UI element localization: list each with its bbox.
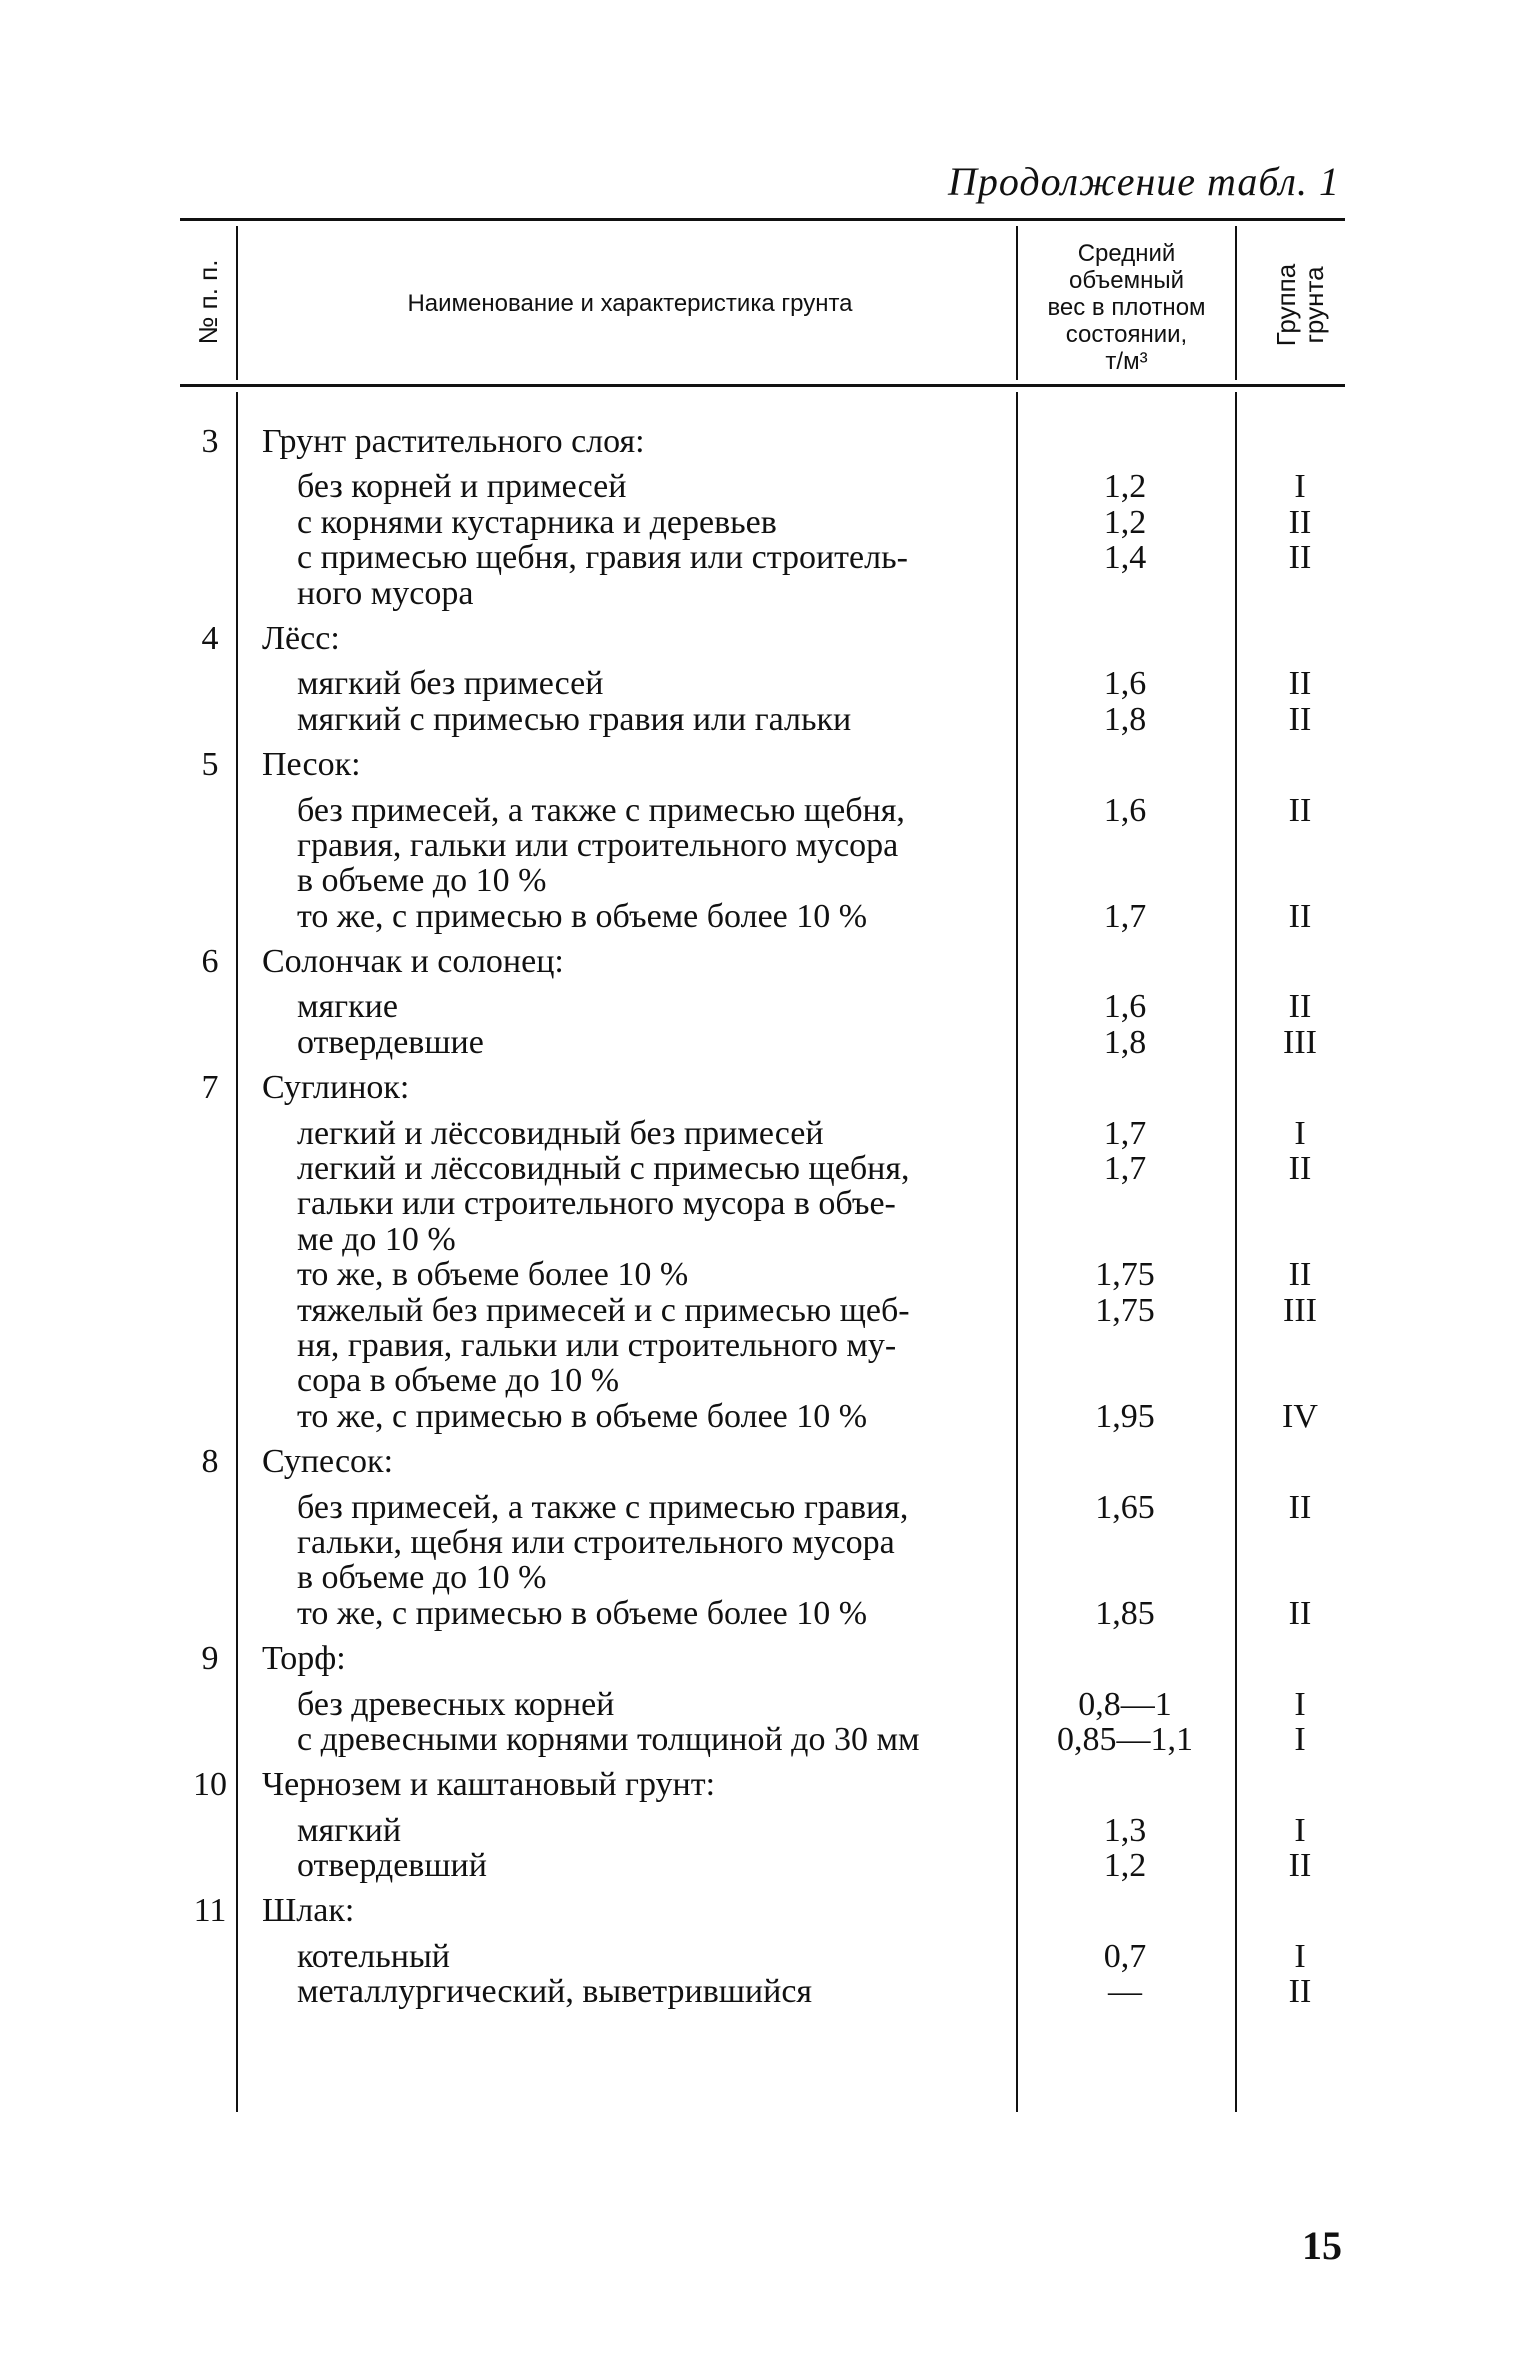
soil-variant: отвердевшие	[297, 1023, 484, 1061]
table-line	[0, 1641, 1535, 1676]
soil-variant: без примесей, а также с примесью щебня,	[297, 791, 905, 829]
soil-variant: без корней и примесей	[297, 468, 627, 506]
soil-variant: тяжелый без примесей и с примесью щеб-	[297, 1291, 910, 1329]
table-line	[0, 1444, 1535, 1479]
table-row	[0, 424, 1535, 621]
weight-value: 0,7	[1103, 1937, 1147, 1975]
table-row	[0, 1893, 1535, 2019]
table-line	[0, 1363, 1535, 1398]
table-line	[0, 1596, 1535, 1631]
group-value: IV	[1282, 1397, 1318, 1435]
table-line	[0, 540, 1535, 575]
weight-value: 1,6	[1103, 665, 1147, 703]
table-line	[0, 1722, 1535, 1757]
row-number: 8	[201, 1443, 219, 1481]
group-value: II	[1288, 700, 1312, 738]
soil-variant: с древесными корнями толщиной до 30 мм	[297, 1720, 920, 1758]
soil-variant: в объеме до 10 %	[297, 1559, 547, 1597]
header-divider-3	[1235, 226, 1237, 380]
table-line	[0, 1257, 1535, 1292]
soil-name: Чернозем и каштановый грунт:	[262, 1766, 716, 1804]
soil-variant: то же, в объеме более 10 %	[297, 1256, 689, 1294]
soil-variant: мягкий без примесей	[297, 665, 604, 703]
table-line	[0, 863, 1535, 898]
weight-value: 1,2	[1103, 1847, 1147, 1885]
header-weight-line: вес в плотном	[1047, 294, 1206, 321]
table-line	[0, 1186, 1535, 1221]
soil-name: Шлак:	[262, 1892, 355, 1930]
table-line	[0, 1939, 1535, 1974]
soil-name: Торф:	[262, 1640, 346, 1678]
table-line	[0, 1399, 1535, 1434]
table-line	[0, 989, 1535, 1024]
row-number: 7	[201, 1069, 219, 1107]
soil-variant: в объеме до 10 %	[297, 862, 547, 900]
weight-value: 1,7	[1103, 1150, 1147, 1188]
table-row	[0, 944, 1535, 1070]
soil-variant: легкий и лёссовидный с примесью щебня,	[297, 1150, 910, 1188]
soil-variant: мягкий с примесью гравия или гальки	[297, 700, 852, 738]
table-row	[0, 1767, 1535, 1893]
header-weight-line: т/м³	[1105, 348, 1148, 375]
header-weight-line: объемный	[1068, 267, 1185, 294]
weight-value: 1,3	[1103, 1811, 1147, 1849]
header-bottom-rule	[180, 384, 1345, 387]
table-line	[0, 1525, 1535, 1560]
weight-value: 1,2	[1103, 468, 1147, 506]
weight-value: 1,7	[1103, 897, 1147, 935]
group-value: I	[1294, 1720, 1306, 1758]
table-row	[0, 1641, 1535, 1767]
soil-variant: с корнями кустарника и деревьев	[297, 503, 777, 541]
soil-variant: отвердевший	[297, 1847, 487, 1885]
table-line	[0, 505, 1535, 540]
header-name: Наименование и характеристика грунта	[407, 290, 853, 317]
table-line	[0, 576, 1535, 611]
soil-name: Песок:	[262, 746, 361, 784]
table-row	[0, 621, 1535, 747]
group-value: III	[1283, 1291, 1317, 1329]
soil-variant: то же, с примесью в объеме более 10 %	[297, 1397, 868, 1435]
header-weight-line: состоянии,	[1065, 321, 1188, 348]
table-row	[0, 747, 1535, 944]
soil-variant: то же, с примесью в объеме более 10 %	[297, 1594, 868, 1632]
table-row	[0, 1444, 1535, 1641]
group-value: II	[1288, 503, 1312, 541]
soil-variant: гальки или строительного мусора в объе-	[297, 1185, 896, 1223]
header-weight	[1018, 240, 1235, 375]
soil-variant: ме до 10 %	[297, 1220, 456, 1258]
weight-value: 1,4	[1103, 539, 1147, 577]
soil-variant: гравия, гальки или строительного мусора	[297, 826, 899, 864]
weight-value: 0,8—1	[1078, 1685, 1172, 1723]
group-value: II	[1288, 539, 1312, 577]
soil-variant: с примесью щебня, гравия или строитель-	[297, 539, 908, 577]
table-line	[0, 1490, 1535, 1525]
weight-value: 1,8	[1103, 700, 1147, 738]
group-value: II	[1288, 1150, 1312, 1188]
group-value: II	[1288, 791, 1312, 829]
group-value: II	[1288, 1847, 1312, 1885]
soil-variant: легкий и лёссовидный без примесей	[297, 1114, 824, 1152]
table-line	[0, 793, 1535, 828]
group-value: II	[1288, 1488, 1312, 1526]
header-top-rule	[180, 218, 1345, 221]
weight-value: 1,8	[1103, 1023, 1147, 1061]
row-number: 9	[201, 1640, 219, 1678]
group-value: I	[1294, 1811, 1306, 1849]
table-line	[0, 747, 1535, 782]
soil-variant: ня, гравия, гальки или строительного му-	[297, 1326, 897, 1364]
table-line	[0, 1025, 1535, 1060]
row-number: 10	[193, 1766, 227, 1804]
group-value: II	[1288, 897, 1312, 935]
group-value: I	[1294, 1937, 1306, 1975]
table-line	[0, 1293, 1535, 1328]
group-value: I	[1294, 1685, 1306, 1723]
group-value: II	[1288, 988, 1312, 1026]
row-number: 3	[201, 423, 219, 460]
table-line	[0, 1116, 1535, 1151]
group-value: I	[1294, 468, 1306, 506]
row-number: 11	[193, 1892, 227, 1930]
row-number: 4	[201, 619, 219, 657]
header-divider-1	[236, 226, 238, 380]
table-line	[0, 944, 1535, 979]
weight-value: 1,75	[1095, 1291, 1155, 1329]
soil-variant: без древесных корней	[297, 1685, 615, 1723]
table-caption: Продолжение табл. 1	[947, 159, 1340, 204]
weight-value: 1,2	[1103, 503, 1147, 541]
weight-value: 0,85—1,1	[1057, 1720, 1193, 1758]
table-line	[0, 1813, 1535, 1848]
group-value: II	[1288, 1973, 1312, 2011]
row-number: 6	[201, 943, 219, 981]
soil-name: Суглинок:	[262, 1069, 410, 1107]
weight-value: 1,7	[1103, 1114, 1147, 1152]
row-number: 5	[201, 746, 219, 784]
table-line	[0, 424, 1535, 459]
table-line	[0, 828, 1535, 863]
table-line	[0, 1560, 1535, 1595]
soil-variant: то же, с примесью в объеме более 10 %	[297, 897, 868, 935]
soil-name: Грунт растительного слоя:	[262, 423, 645, 460]
group-value: I	[1294, 1114, 1306, 1152]
header-number: № п. п.	[193, 259, 223, 345]
soil-variant: гальки, щебня или строительного мусора	[297, 1523, 895, 1561]
group-value: II	[1288, 1256, 1312, 1294]
table-line	[0, 702, 1535, 737]
soil-variant: мягкие	[297, 988, 398, 1026]
table-line	[0, 1848, 1535, 1883]
table-line	[0, 621, 1535, 656]
group-value: II	[1288, 1594, 1312, 1632]
soil-name: Супесок:	[262, 1443, 394, 1481]
table-line	[0, 1070, 1535, 1105]
soil-variant: без примесей, а также с примесью гравия,	[297, 1488, 909, 1526]
weight-value: 1,75	[1095, 1256, 1155, 1294]
table-line	[0, 899, 1535, 934]
table-line	[0, 1974, 1535, 2009]
weight-value: 1,85	[1095, 1594, 1155, 1632]
weight-value: 1,6	[1103, 988, 1147, 1026]
weight-value: 1,6	[1103, 791, 1147, 829]
soil-name: Лёсс:	[262, 619, 340, 657]
table-line	[0, 1893, 1535, 1928]
table-line	[0, 1687, 1535, 1722]
group-value: III	[1283, 1023, 1317, 1061]
page-number: 15	[1302, 2223, 1342, 2268]
soil-variant: ного мусора	[297, 574, 474, 612]
header-group: Группа грунта	[1271, 263, 1329, 347]
header-weight-line: Средний	[1077, 240, 1176, 267]
soil-name: Солончак и солонец:	[262, 943, 564, 981]
table-line	[0, 1151, 1535, 1186]
group-value: II	[1288, 665, 1312, 703]
weight-value: 1,95	[1095, 1397, 1155, 1435]
table-line	[0, 469, 1535, 504]
table-line	[0, 666, 1535, 701]
table-line	[0, 1222, 1535, 1257]
weight-value: —	[1108, 1973, 1142, 2011]
soil-variant: мягкий	[297, 1811, 402, 1849]
soil-variant: сора в объеме до 10 %	[297, 1362, 620, 1400]
table-body	[0, 424, 1535, 2020]
weight-value: 1,65	[1095, 1488, 1155, 1526]
soil-variant: металлургический, выветрившийся	[297, 1973, 813, 2011]
table-line	[0, 1767, 1535, 1802]
soil-variant: котельный	[297, 1937, 450, 1975]
table-row	[0, 1070, 1535, 1444]
table-line	[0, 1328, 1535, 1363]
